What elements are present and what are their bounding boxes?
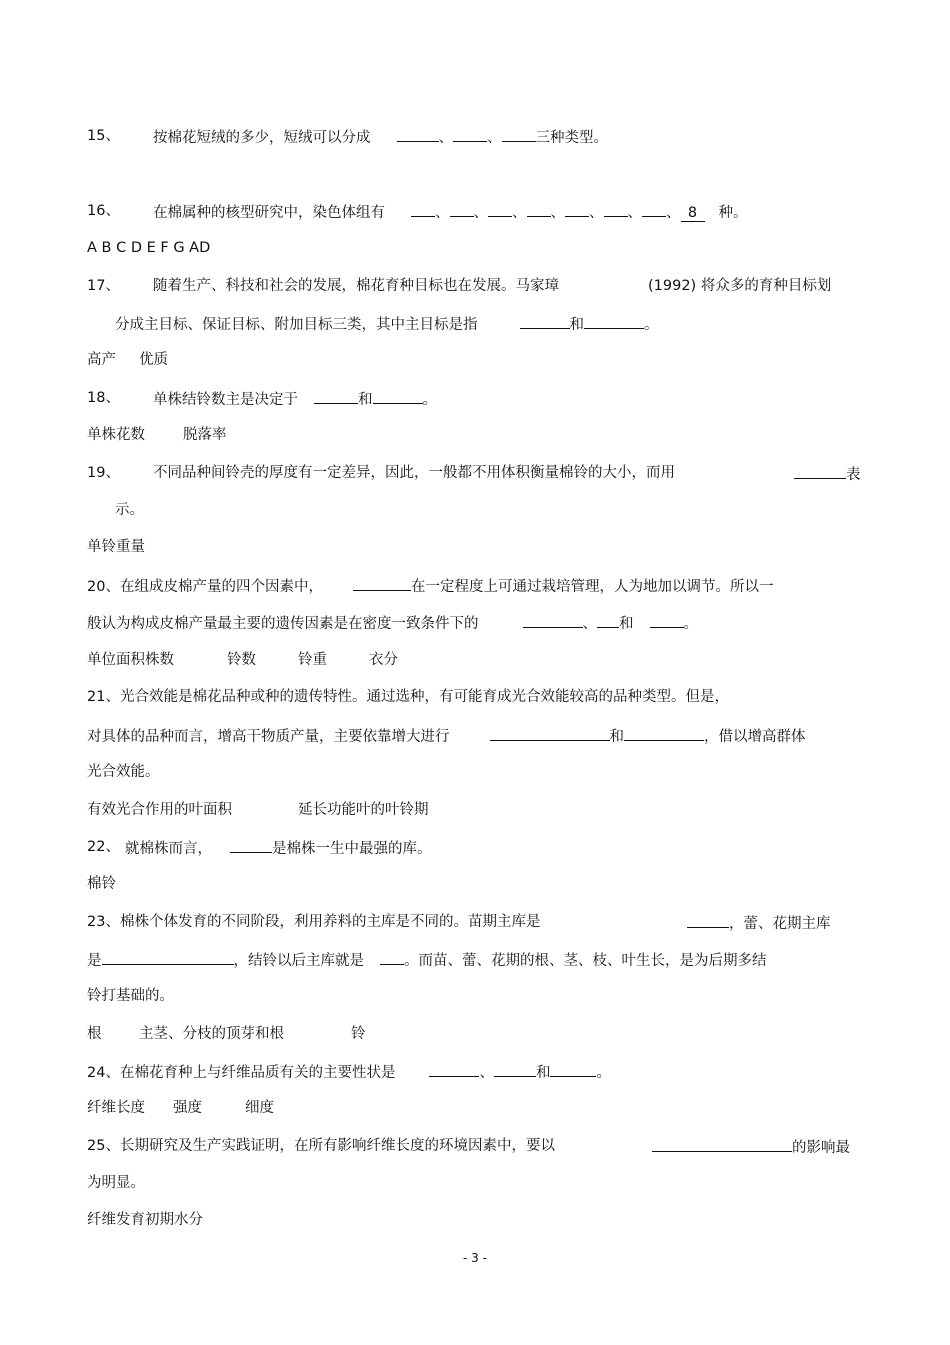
q15-end: 三种类型。 — [535, 130, 608, 146]
q16-filled-blank[interactable]: 8 — [681, 206, 705, 222]
q20-line1-b: 在一定程度上可通过栽培管理，人为地加以调节。所以一 — [410, 579, 774, 595]
q20-answer-2: 铃数 — [227, 652, 256, 668]
q21-end2: ，借以增高群体 — [704, 729, 806, 745]
q17-answer-2: 优质 — [139, 352, 168, 368]
q25-blank[interactable] — [652, 1136, 792, 1152]
q21-line1: 21、光合效能是棉花品种或种的遗传特性。通过选种，有可能育成光合效能较高的品种类型。但是， — [87, 689, 729, 705]
q17-line1: 随着生产、科技和社会的发展，棉花育种目标也在发展。马家璋 — [153, 278, 559, 294]
q15-blank-3[interactable] — [502, 126, 536, 142]
q19-line1: 不同品种间铃壳的厚度有一定差异，因此，一般都不用体积衡量棉铃的大小，而用 — [153, 465, 675, 481]
q24-blank-2[interactable] — [494, 1061, 536, 1077]
q24-end: 。 — [596, 1065, 611, 1081]
q25-line2: 为明显。 — [87, 1175, 145, 1191]
q18-and: 和 — [358, 392, 373, 408]
q22-end: 是棉株一生中最强的库。 — [272, 841, 432, 857]
q18-blank-2[interactable] — [373, 388, 423, 404]
q20-blank-1[interactable] — [353, 575, 411, 591]
q24-blank-1[interactable] — [429, 1061, 479, 1077]
q20-blank-3[interactable] — [597, 612, 619, 628]
q20-answer-3: 铃重 — [298, 652, 327, 668]
q21-line3: 光合效能。 — [87, 764, 160, 780]
q23-answer-2: 主茎、分枝的顶芽和根 — [139, 1026, 284, 1042]
q17-blank-1[interactable] — [520, 313, 570, 329]
q19-line2: 示。 — [115, 502, 144, 518]
q23-line3: 铃打基础的。 — [87, 988, 174, 1004]
q18-answer-1: 单株花数 — [87, 427, 145, 443]
q15-text: 按棉花短绒的多少，短绒可以分成 — [153, 130, 371, 146]
q17-line2-text: 分成主目标、保证目标、附加目标三类，其中主目标是指 — [115, 317, 478, 333]
q23-end1: ，蕾、花期主库 — [729, 916, 831, 932]
q16-blank-5[interactable] — [565, 201, 589, 217]
q15-sep: 、 — [438, 130, 453, 146]
q23-line1-tail — [687, 912, 831, 932]
q15-sep: 、 — [487, 130, 502, 146]
q19-line1-tail — [794, 463, 861, 483]
q20-blank-4[interactable] — [650, 612, 684, 628]
q17-blank-2[interactable] — [584, 313, 644, 329]
q17-year: (1992) 将众多的育种目标划 — [648, 278, 832, 294]
q16-sep: 、 — [589, 205, 604, 221]
q23-answer-1: 根 — [87, 1026, 102, 1042]
q24-line — [87, 1061, 611, 1081]
q23-line2-b: ，结铃以后主库就是 — [233, 953, 364, 969]
q15-number: 15、 — [87, 128, 120, 144]
q21-line2-text: 对具体的品种而言，增高干物质产量，主要依靠增大进行 — [87, 729, 450, 745]
q16-blank-1[interactable] — [411, 201, 435, 217]
q20-and: 和 — [619, 616, 634, 632]
q21-blank-1[interactable] — [490, 725, 610, 741]
q20-sep: 、 — [582, 616, 597, 632]
q16-blank-2[interactable] — [450, 201, 474, 217]
q15-line — [153, 126, 608, 146]
q16-sep: 、 — [666, 205, 681, 221]
q20-end: 。 — [683, 616, 698, 632]
q18-number: 18、 — [87, 390, 120, 406]
q25-answer: 纤维发育初期水分 — [87, 1212, 203, 1228]
q24-and: 和 — [535, 1065, 551, 1081]
q21-answer-2: 延长功能叶的叶铃期 — [298, 802, 429, 818]
q16-sep: 、 — [550, 205, 565, 221]
q17-and: 和 — [569, 317, 584, 333]
q18-text: 单株结铃数主是决定于 — [153, 392, 298, 408]
q16-sep: 、 — [473, 205, 488, 221]
q23-line2 — [87, 949, 767, 969]
q25-line1: 25、长期研究及生产实践证明，在所有影响纤维长度的环境因素中，要以 — [87, 1138, 555, 1154]
q20-line2-text: 般认为构成皮棉产量最主要的遗传因素是在密度一致条件下的 — [87, 616, 479, 632]
q25-line1-tail — [652, 1136, 850, 1156]
q15-blank-2[interactable] — [453, 126, 487, 142]
q16-number: 16、 — [87, 203, 120, 219]
q17-number: 17、 — [87, 278, 120, 294]
q22-line — [125, 837, 432, 857]
q16-text: 在棉属种的核型研究中，染色体组有 — [153, 205, 385, 221]
q18-blank-1[interactable] — [314, 388, 358, 404]
q17-answer-1: 高产 — [87, 352, 116, 368]
q23-answer-3: 铃 — [351, 1026, 366, 1042]
q21-blank-2[interactable] — [624, 725, 704, 741]
q15-blank-1[interactable] — [397, 126, 439, 142]
q20-line1-a: 20、在组成皮棉产量的四个因素中， — [87, 579, 323, 595]
q24-answer-3: 细度 — [245, 1100, 274, 1116]
q20-answer-1: 单位面积株数 — [87, 652, 174, 668]
q22-answer: 棉铃 — [87, 876, 116, 892]
q16-line — [153, 201, 748, 221]
q23-line2-c: 。而苗、蕾、花期的根、茎、枝、叶生长，是为后期多结 — [404, 953, 767, 969]
q16-answer: A B C D E F G AD — [87, 240, 211, 256]
q20-line2 — [87, 612, 698, 632]
q22-text: 就棉株而言， — [125, 841, 212, 857]
q22-blank[interactable] — [230, 837, 272, 853]
q21-and: 和 — [609, 729, 624, 745]
q24-text: 24、在棉花育种上与纤维品质有关的主要性状是 — [87, 1065, 396, 1081]
q20-line1 — [87, 575, 773, 595]
q16-blank-6[interactable] — [604, 201, 628, 217]
q23-line1: 23、棉株个体发育的不同阶段，利用养料的主库是不同的。苗期主库是 — [87, 914, 541, 930]
q20-blank-2[interactable] — [523, 612, 583, 628]
q24-answer-2: 强度 — [173, 1100, 202, 1116]
q21-answer-1: 有效光合作用的叶面积 — [87, 802, 232, 818]
q19-end1: 表 — [846, 467, 861, 483]
q24-answer-1: 纤维长度 — [87, 1100, 145, 1116]
q16-sep: 、 — [435, 205, 450, 221]
q17-line2 — [115, 313, 659, 333]
q20-answer-4: 衣分 — [369, 652, 398, 668]
q17-end: 。 — [644, 317, 659, 333]
q21-line2 — [87, 725, 806, 745]
q19-blank[interactable] — [794, 463, 846, 479]
q23-line2-a: 是 — [87, 953, 102, 969]
q18-answer-2: 脱落率 — [183, 427, 227, 443]
q19-number: 19、 — [87, 465, 120, 481]
q19-answer: 单铃重量 — [87, 539, 145, 555]
q16-sep: 、 — [627, 205, 642, 221]
q24-blank-3[interactable] — [550, 1061, 596, 1077]
q18-line — [153, 388, 437, 408]
q16-blank-3[interactable] — [488, 201, 512, 217]
q23-blank-1[interactable] — [687, 912, 729, 928]
q16-blank-7[interactable] — [642, 201, 666, 217]
q16-sep: 、 — [512, 205, 527, 221]
q24-sep: 、 — [479, 1065, 494, 1081]
q16-blank-4[interactable] — [527, 201, 551, 217]
q18-end: 。 — [422, 392, 437, 408]
q22-number: 22、 — [87, 839, 120, 855]
q23-blank-3[interactable] — [380, 949, 404, 965]
page-number: - 3 - — [463, 1251, 487, 1265]
q23-blank-2[interactable] — [102, 949, 234, 965]
q25-end1: 的影响最 — [792, 1140, 850, 1156]
q16-end: 种。 — [718, 205, 748, 221]
